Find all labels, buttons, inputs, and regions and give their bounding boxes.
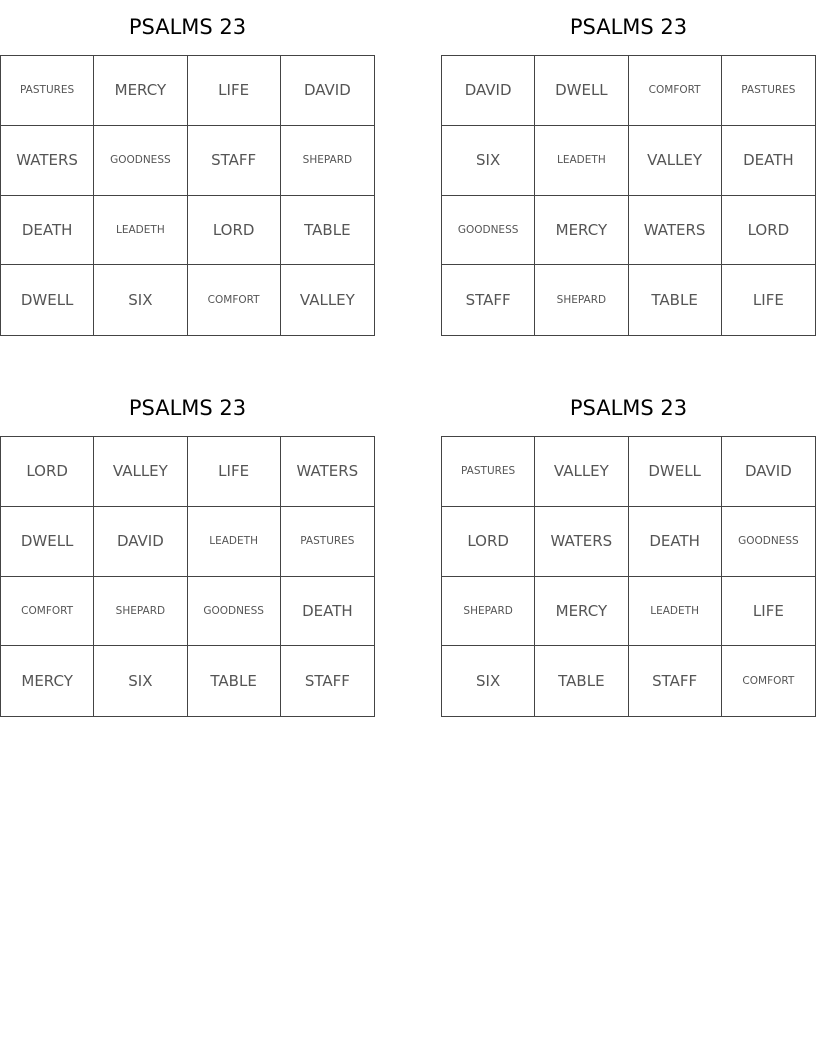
bingo-cell: SHEPARD bbox=[94, 577, 187, 647]
bingo-cell: COMFORT bbox=[1, 577, 94, 647]
bingo-cell: SIX bbox=[442, 126, 535, 196]
bingo-cell: LEADETH bbox=[94, 196, 187, 266]
bingo-cell: TABLE bbox=[535, 646, 628, 716]
bingo-cell: DEATH bbox=[281, 577, 374, 647]
bingo-cell: DAVID bbox=[442, 56, 535, 126]
bingo-cell: LEADETH bbox=[629, 577, 722, 647]
bingo-cell: LIFE bbox=[752, 291, 784, 310]
bingo-grid bbox=[441, 55, 816, 336]
card-title: PSALMS 23 bbox=[128, 15, 247, 39]
bingo-cell: PASTURES bbox=[442, 437, 535, 507]
bingo-cell: DWELL bbox=[1, 265, 94, 335]
bingo-cell: DWELL bbox=[535, 56, 628, 126]
bingo-cell: WATERS bbox=[1, 126, 94, 196]
bingo-cell: COMFORT bbox=[188, 265, 281, 335]
bingo-grid bbox=[441, 436, 816, 717]
bingo-cell: GOODNESS bbox=[442, 196, 535, 266]
bingo-cell: VALLEY bbox=[299, 291, 355, 310]
bingo-cell: DEATH bbox=[722, 126, 815, 196]
bingo-cell: DAVID bbox=[281, 56, 374, 126]
bingo-cell: GOODNESS bbox=[188, 577, 281, 647]
bingo-cell: LIFE bbox=[722, 577, 815, 647]
bingo-grid bbox=[0, 436, 375, 717]
bingo-cell: SHEPARD bbox=[535, 265, 628, 335]
bingo-cell: WATERS bbox=[535, 507, 628, 577]
bingo-cell: WATERS bbox=[629, 196, 722, 266]
bingo-cell: PASTURES bbox=[281, 507, 374, 577]
bingo-cell: SIX bbox=[94, 646, 187, 716]
bingo-cell: STAFF bbox=[188, 126, 281, 196]
bingo-cell: DAVID bbox=[94, 507, 187, 577]
bingo-cell: MERCY bbox=[535, 577, 628, 647]
bingo-cell: STAFF bbox=[629, 646, 722, 716]
bingo-cell: MERCY bbox=[1, 646, 94, 716]
bingo-cell: LORD bbox=[442, 507, 535, 577]
card-title: PSALMS 23 bbox=[569, 396, 688, 420]
bingo-cell: LORD bbox=[188, 196, 281, 266]
bingo-cell: LORD bbox=[722, 196, 815, 266]
bingo-cell: SIX bbox=[94, 265, 187, 335]
bingo-cell: COMFORT bbox=[629, 56, 722, 126]
bingo-cell: DAVID bbox=[722, 437, 815, 507]
bingo-cell: VALLEY bbox=[94, 437, 187, 507]
bingo-cell: LEADETH bbox=[188, 507, 281, 577]
bingo-cell: WATERS bbox=[281, 437, 374, 507]
bingo-cell: SHEPARD bbox=[281, 126, 374, 196]
card-title: PSALMS 23 bbox=[569, 15, 688, 39]
bingo-cell: GOODNESS bbox=[94, 126, 187, 196]
bingo-cell: VALLEY bbox=[535, 437, 628, 507]
card-title: PSALMS 23 bbox=[128, 396, 247, 420]
bingo-grid bbox=[0, 55, 375, 336]
bingo-cell: TABLE bbox=[629, 265, 722, 335]
bingo-cell: DWELL bbox=[1, 507, 94, 577]
bingo-cell: LEADETH bbox=[535, 126, 628, 196]
bingo-cell: STAFF bbox=[304, 672, 350, 691]
bingo-cell: STAFF bbox=[442, 265, 535, 335]
bingo-cell: TABLE bbox=[281, 196, 374, 266]
bingo-cell: COMFORT bbox=[742, 675, 795, 688]
bingo-cell: PASTURES bbox=[1, 56, 94, 126]
bingo-cell: LORD bbox=[1, 437, 94, 507]
bingo-cell: TABLE bbox=[188, 646, 281, 716]
bingo-cell: DEATH bbox=[629, 507, 722, 577]
bingo-cell: LIFE bbox=[188, 56, 281, 126]
bingo-cell: DWELL bbox=[629, 437, 722, 507]
bingo-cell: SHEPARD bbox=[442, 577, 535, 647]
bingo-cell: PASTURES bbox=[722, 56, 815, 126]
bingo-cell: MERCY bbox=[535, 196, 628, 266]
bingo-cell: LIFE bbox=[188, 437, 281, 507]
bingo-cell: GOODNESS bbox=[722, 507, 815, 577]
bingo-cell: VALLEY bbox=[629, 126, 722, 196]
bingo-cell: SIX bbox=[442, 646, 535, 716]
bingo-cell: DEATH bbox=[1, 196, 94, 266]
bingo-cell: MERCY bbox=[94, 56, 187, 126]
